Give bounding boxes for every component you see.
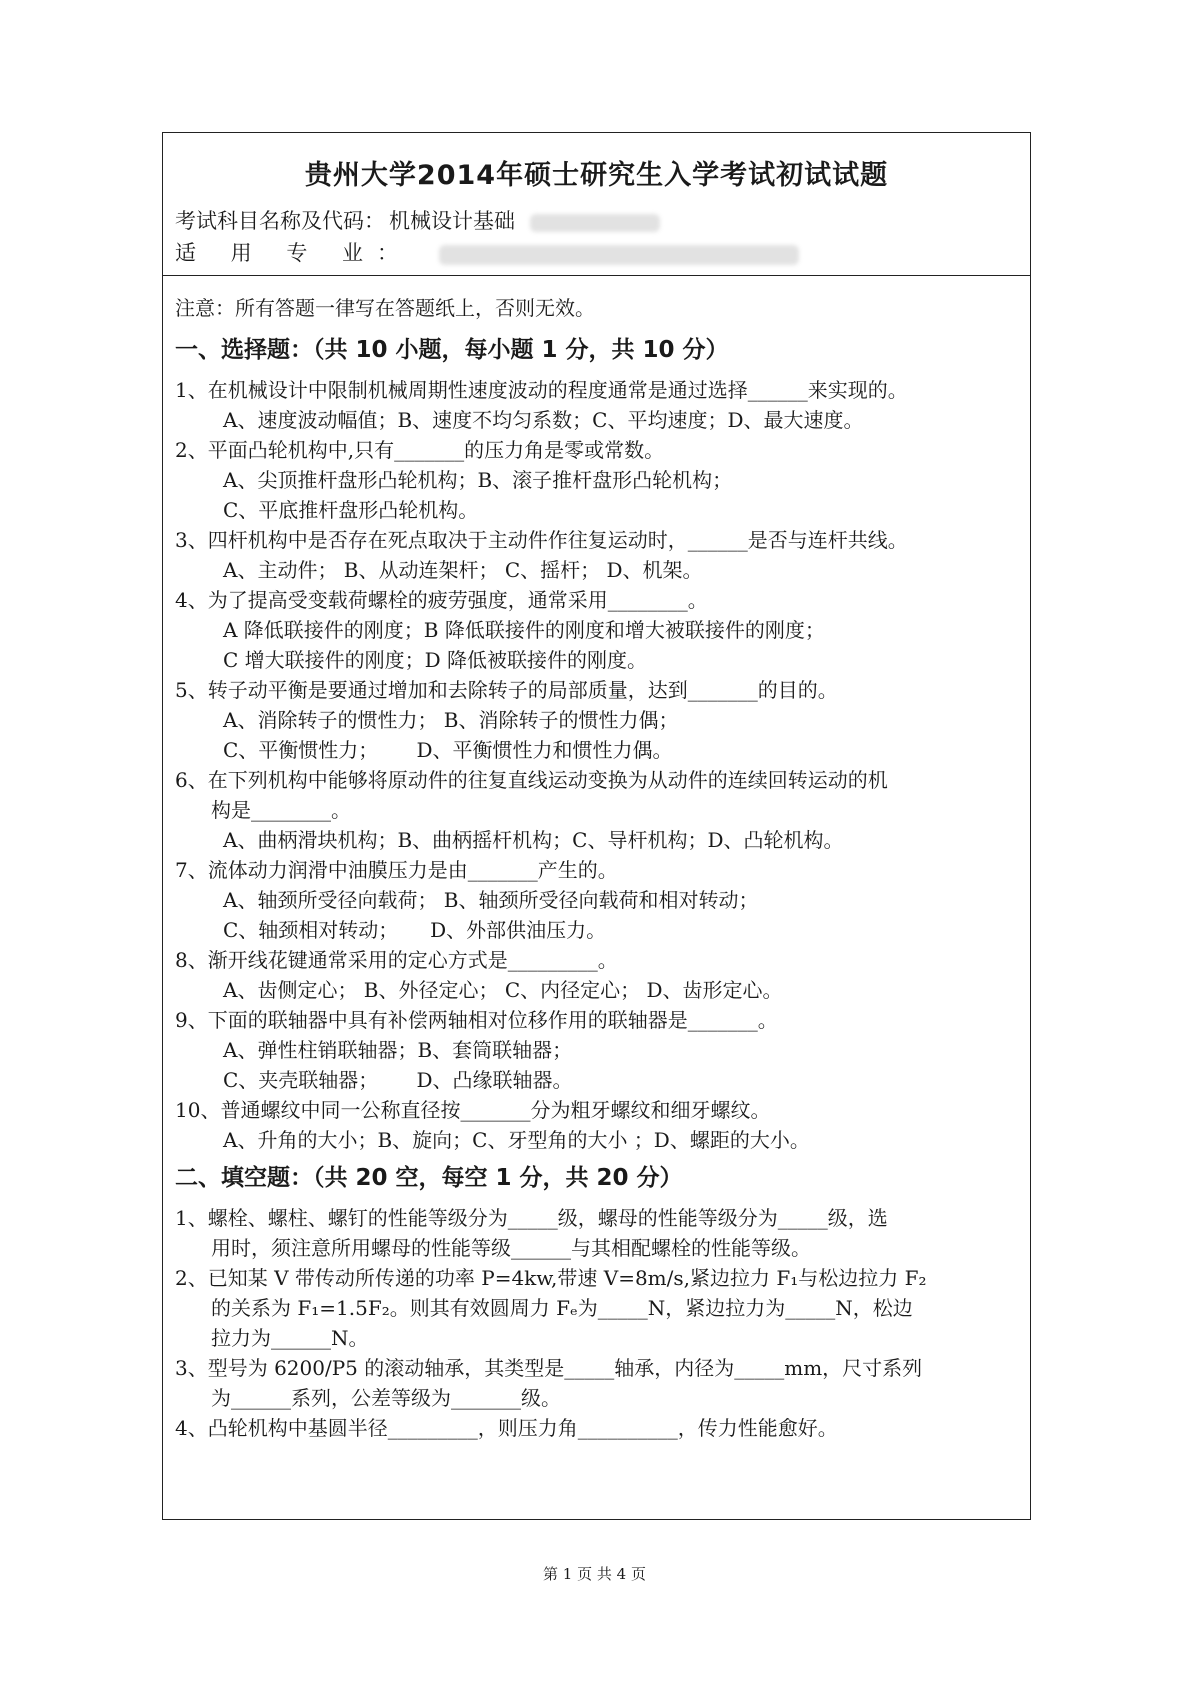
question-line: 4、为了提高受变载荷螺栓的疲劳强度，通常采用________。: [175, 588, 708, 612]
question-line: 3、型号为 6200/P5 的滚动轴承，其类型是_____轴承，内径为_____mm，尺寸系列: [175, 1356, 923, 1380]
question-line: 6、在下列机构中能够将原动件的往复直线运动变换为从动件的连续回转运动的机: [175, 768, 888, 792]
option-line: C、轴颈相对转动； D、外部供油压力。: [223, 918, 607, 942]
question-line: 1、螺栓、螺柱、螺钉的性能等级分为_____级，螺母的性能等级分为_____级，选: [175, 1206, 888, 1230]
option-line: A、速度波动幅值；B、速度不均匀系数；C、平均速度；D、最大速度。: [223, 408, 864, 432]
question-line: 用时，须注意所用螺母的性能等级______与其相配螺栓的性能等级。: [211, 1236, 811, 1260]
question-line: 1、在机械设计中限制机械周期性速度波动的程度通常是通过选择______来实现的。: [175, 378, 908, 402]
question-line: 4、凸轮机构中基圆半径_________，则压力角__________，传力性能愈好。: [175, 1416, 838, 1440]
section-1-heading: 一、选择题：（共 10 小题，每小题 1 分，共 10 分）: [175, 337, 729, 363]
option-line: C、平衡惯性力； D、平衡惯性力和惯性力偶。: [223, 738, 673, 762]
major-row: [175, 237, 799, 267]
notice: 注意：所有答题一律写在答题纸上，否则无效。: [175, 296, 595, 320]
question-line: 拉力为______N。: [211, 1326, 369, 1350]
question-line: 10、普通螺纹中同一公称直径按_______分为粗牙螺纹和细牙螺纹。: [175, 1098, 771, 1122]
option-line: A、曲柄滑块机构；B、曲柄摇杆机构；C、导杆机构；D、凸轮机构。: [223, 828, 844, 852]
option-line: A、尖顶推杆盘形凸轮机构；B、滚子推杆盘形凸轮机构；: [223, 468, 733, 492]
subject-row: [175, 205, 660, 235]
option-line: A 降低联接件的刚度；B 降低联接件的刚度和增大被联接件的刚度；: [223, 618, 825, 642]
question-line: 3、四杆机构中是否存在死点取决于主动件作往复运动时，______是否与连杆共线。: [175, 528, 908, 552]
section-2-heading: 二、填空题：（共 20 空，每空 1 分，共 20 分）: [175, 1165, 683, 1191]
exam-content: [175, 293, 1025, 1443]
option-line: A、轴颈所受径向载荷； B、轴颈所受径向载荷和相对转动；: [223, 888, 759, 912]
option-line: A、升角的大小；B、旋向；C、牙型角的大小 ；D、螺距的大小。: [223, 1128, 810, 1152]
question-line: 8、渐开线花键通常采用的定心方式是_________。: [175, 948, 618, 972]
subject-label: 考试科目名称及代码：: [175, 209, 385, 233]
exam-frame: [162, 132, 1031, 1520]
subject-value: 机械设计基础: [389, 209, 515, 233]
question-line: 2、已知某 V 带传动所传递的功率 P=4kw,带速 V=8m/s,紧边拉力 F₁与松边拉力 F₂: [175, 1266, 927, 1290]
question-line: 构是________。: [211, 798, 351, 822]
redacted-major: [439, 245, 799, 265]
redacted-code: [530, 214, 660, 232]
question-line: 7、流体动力润滑中油膜压力是由_______产生的。: [175, 858, 618, 882]
exam-header: [163, 133, 1030, 276]
option-line: A、主动件； B、从动连架杆； C、摇杆； D、机架。: [223, 558, 703, 582]
major-label: 适 用 专 业：: [175, 241, 413, 265]
option-line: A、齿侧定心； B、外径定心； C、内径定心； D、齿形定心。: [223, 978, 783, 1002]
exam-title: 贵州大学2014年硕士研究生入学考试初试试题: [304, 160, 889, 191]
question-line: 9、下面的联轴器中具有补偿两轴相对位移作用的联轴器是_______。: [175, 1008, 778, 1032]
page-footer: 第 1 页 共 4 页: [543, 1565, 646, 1583]
question-line: 2、平面凸轮机构中,只有_______的压力角是零或常数。: [175, 438, 665, 462]
option-line: C 增大联接件的刚度；D 降低被联接件的刚度。: [223, 648, 648, 672]
option-line: C、平底推杆盘形凸轮机构。: [223, 498, 479, 522]
option-line: A、消除转子的惯性力； B、消除转子的惯性力偶；: [223, 708, 679, 732]
option-line: A、弹性柱销联轴器；B、套筒联轴器；: [223, 1038, 573, 1062]
question-line: 为______系列，公差等级为_______级。: [211, 1386, 561, 1410]
question-line: 5、转子动平衡是要通过增加和去除转子的局部质量，达到_______的目的。: [175, 678, 838, 702]
option-line: C、夹壳联轴器； D、凸缘联轴器。: [223, 1068, 573, 1092]
question-line: 的关系为 F₁=1.5F₂。则其有效圆周力 Fₑ为_____N，紧边拉力为_____N，松边: [211, 1296, 913, 1320]
